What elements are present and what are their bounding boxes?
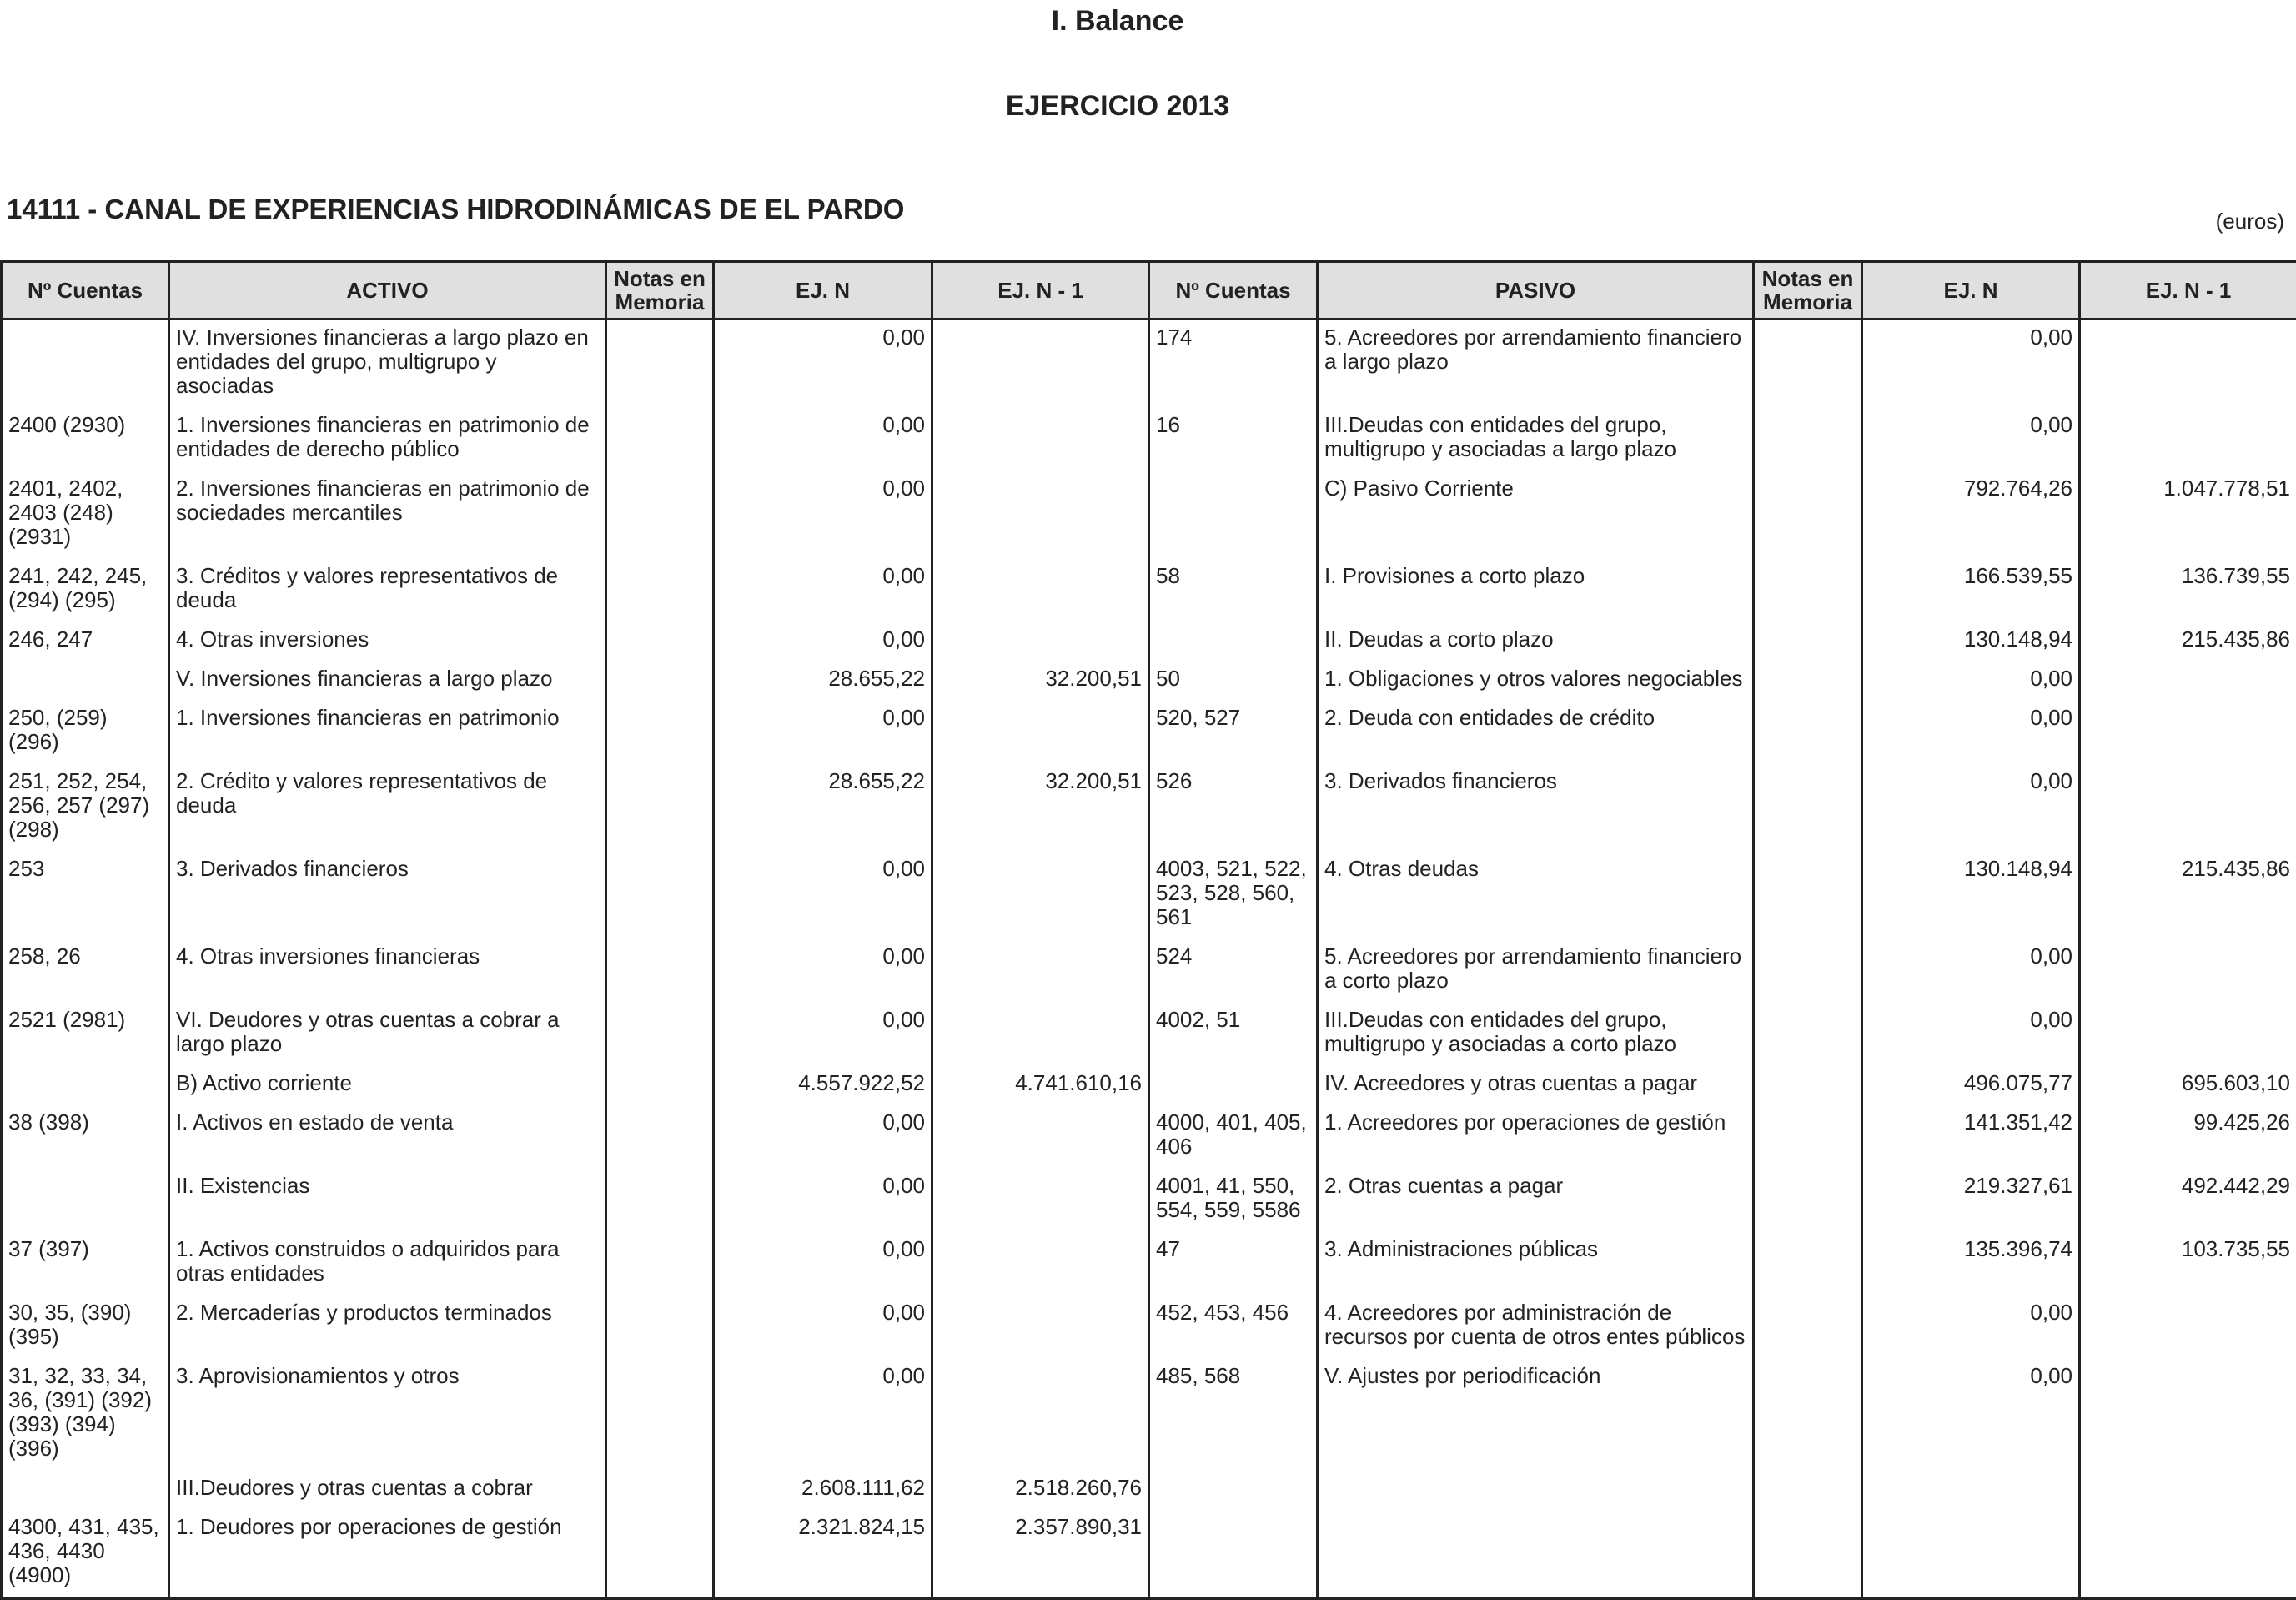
- activo-ej-n-1-cell: 2.357.890,31: [932, 1510, 1149, 1599]
- activo-ej-n-1-cell: [932, 319, 1149, 409]
- col-header-activo-notas: Notas en Memoria: [606, 262, 714, 319]
- activo-ej-n-1-cell: 32.200,51: [932, 662, 1149, 701]
- pasivo-ej-n-cell: [1862, 1510, 2080, 1599]
- pasivo-ej-n-cell: 0,00: [1862, 1359, 2080, 1471]
- activo-ej-n-cell: 0,00: [714, 701, 932, 764]
- col-header-pasivo-ej-n-1: EJ. N - 1: [2080, 262, 2296, 319]
- pasivo-ej-n-1-cell: [2080, 408, 2296, 471]
- col-header-activo-cuentas: Nº Cuentas: [2, 262, 169, 319]
- activo-notas-cell: [606, 559, 714, 622]
- table-row: [2, 319, 2296, 409]
- pasivo-notas-cell: [1754, 1232, 1862, 1296]
- table-row: [2, 1359, 2296, 1471]
- pasivo-cuentas-cell: 174: [1149, 319, 1318, 409]
- activo-ej-n-cell: 0,00: [714, 319, 932, 409]
- pasivo-concepto-cell: 1. Obligaciones y otros valores negociables: [1318, 662, 1754, 701]
- pasivo-concepto-cell: 4. Otras deudas: [1318, 852, 1754, 939]
- pasivo-cuentas-cell: [1149, 471, 1318, 559]
- activo-concepto-cell: 4. Otras inversiones: [169, 622, 606, 662]
- activo-ej-n-1-cell: 4.741.610,16: [932, 1066, 1149, 1105]
- table-row: [2, 1003, 2296, 1066]
- pasivo-concepto-cell: 3. Administraciones públicas: [1318, 1232, 1754, 1296]
- pasivo-notas-cell: [1754, 852, 1862, 939]
- activo-ej-n-1-cell: [932, 939, 1149, 1003]
- activo-ej-n-1-cell: [932, 1232, 1149, 1296]
- pasivo-notas-cell: [1754, 939, 1862, 1003]
- pasivo-notas-cell: [1754, 1066, 1862, 1105]
- activo-notas-cell: [606, 662, 714, 701]
- table-row: [2, 1296, 2296, 1359]
- activo-ej-n-cell: 0,00: [714, 1105, 932, 1169]
- activo-ej-n-1-cell: [932, 622, 1149, 662]
- table-row: [2, 622, 2296, 662]
- pasivo-ej-n-1-cell: [2080, 319, 2296, 409]
- activo-ej-n-cell: 0,00: [714, 559, 932, 622]
- activo-cuentas-cell: [2, 1471, 169, 1510]
- activo-notas-cell: [606, 622, 714, 662]
- pasivo-concepto-cell: I. Provisiones a corto plazo: [1318, 559, 1754, 622]
- activo-ej-n-cell: 0,00: [714, 939, 932, 1003]
- table-row: [2, 559, 2296, 622]
- pasivo-ej-n-cell: 0,00: [1862, 701, 2080, 764]
- col-header-pasivo-cuentas: Nº Cuentas: [1149, 262, 1318, 319]
- table-row: [2, 1510, 2296, 1599]
- activo-notas-cell: [606, 408, 714, 471]
- activo-concepto-cell: 1. Deudores por operaciones de gestión: [169, 1510, 606, 1599]
- pasivo-notas-cell: [1754, 622, 1862, 662]
- pasivo-cuentas-cell: [1149, 1510, 1318, 1599]
- activo-notas-cell: [606, 1169, 714, 1232]
- pasivo-ej-n-1-cell: [2080, 662, 2296, 701]
- pasivo-notas-cell: [1754, 1359, 1862, 1471]
- activo-ej-n-1-cell: [932, 1169, 1149, 1232]
- activo-ej-n-1-cell: 2.518.260,76: [932, 1471, 1149, 1510]
- pasivo-cuentas-cell: 485, 568: [1149, 1359, 1318, 1471]
- activo-ej-n-cell: 0,00: [714, 408, 932, 471]
- activo-cuentas-cell: [2, 319, 169, 409]
- pasivo-cuentas-cell: 4003, 521, 522, 523, 528, 560, 561: [1149, 852, 1318, 939]
- activo-ej-n-1-cell: [932, 1359, 1149, 1471]
- activo-concepto-cell: 2. Mercaderías y productos terminados: [169, 1296, 606, 1359]
- pasivo-notas-cell: [1754, 1169, 1862, 1232]
- activo-concepto-cell: 3. Aprovisionamientos y otros: [169, 1359, 606, 1471]
- activo-concepto-cell: 2. Crédito y valores representativos de deuda: [169, 764, 606, 852]
- activo-cuentas-cell: [2, 662, 169, 701]
- pasivo-notas-cell: [1754, 1296, 1862, 1359]
- activo-ej-n-cell: 0,00: [714, 1232, 932, 1296]
- pasivo-notas-cell: [1754, 319, 1862, 409]
- activo-cuentas-cell: 31, 32, 33, 34, 36, (391) (392) (393) (394) (396): [2, 1359, 169, 1471]
- pasivo-ej-n-cell: 0,00: [1862, 764, 2080, 852]
- pasivo-concepto-cell: V. Ajustes por periodificación: [1318, 1359, 1754, 1471]
- activo-notas-cell: [606, 1359, 714, 1471]
- col-header-pasivo: PASIVO: [1318, 262, 1754, 319]
- pasivo-ej-n-1-cell: 136.739,55: [2080, 559, 2296, 622]
- activo-ej-n-1-cell: [932, 471, 1149, 559]
- col-header-activo: ACTIVO: [169, 262, 606, 319]
- activo-concepto-cell: 1. Inversiones financieras en patrimonio: [169, 701, 606, 764]
- activo-ej-n-cell: 0,00: [714, 1003, 932, 1066]
- entity-title: 14111 - CANAL DE EXPERIENCIAS HIDRODINÁMICAS DE EL PARDO: [7, 194, 904, 225]
- activo-ej-n-cell: 0,00: [714, 1169, 932, 1232]
- pasivo-cuentas-cell: 16: [1149, 408, 1318, 471]
- pasivo-concepto-cell: 5. Acreedores por arrendamiento financiero a largo plazo: [1318, 319, 1754, 409]
- col-header-activo-ej-n: EJ. N: [714, 262, 932, 319]
- pasivo-ej-n-cell: 166.539,55: [1862, 559, 2080, 622]
- pasivo-ej-n-1-cell: [2080, 701, 2296, 764]
- activo-notas-cell: [606, 701, 714, 764]
- activo-notas-cell: [606, 1066, 714, 1105]
- table-row: [2, 1232, 2296, 1296]
- table-row: [2, 701, 2296, 764]
- activo-concepto-cell: 3. Créditos y valores representativos de deuda: [169, 559, 606, 622]
- pasivo-cuentas-cell: [1149, 622, 1318, 662]
- pasivo-ej-n-cell: [1862, 1471, 2080, 1510]
- activo-cuentas-cell: 30, 35, (390) (395): [2, 1296, 169, 1359]
- pasivo-ej-n-1-cell: [2080, 1359, 2296, 1471]
- pasivo-concepto-cell: 3. Derivados financieros: [1318, 764, 1754, 852]
- pasivo-cuentas-cell: 4001, 41, 550, 554, 559, 5586: [1149, 1169, 1318, 1232]
- pasivo-ej-n-cell: 135.396,74: [1862, 1232, 2080, 1296]
- pasivo-ej-n-1-cell: 695.603,10: [2080, 1066, 2296, 1105]
- table-row: [2, 471, 2296, 559]
- activo-ej-n-1-cell: [932, 559, 1149, 622]
- pasivo-cuentas-cell: 58: [1149, 559, 1318, 622]
- activo-cuentas-cell: 38 (398): [2, 1105, 169, 1169]
- pasivo-ej-n-1-cell: 215.435,86: [2080, 622, 2296, 662]
- activo-ej-n-cell: 28.655,22: [714, 662, 932, 701]
- activo-notas-cell: [606, 1471, 714, 1510]
- pasivo-ej-n-1-cell: [2080, 939, 2296, 1003]
- activo-concepto-cell: IV. Inversiones financieras a largo plazo en entidades del grupo, multigrupo y asociadas: [169, 319, 606, 409]
- activo-cuentas-cell: 37 (397): [2, 1232, 169, 1296]
- pasivo-concepto-cell: [1318, 1510, 1754, 1599]
- pasivo-concepto-cell: II. Deudas a corto plazo: [1318, 622, 1754, 662]
- activo-concepto-cell: III.Deudores y otras cuentas a cobrar: [169, 1471, 606, 1510]
- pasivo-cuentas-cell: [1149, 1471, 1318, 1510]
- pasivo-concepto-cell: 1. Acreedores por operaciones de gestión: [1318, 1105, 1754, 1169]
- page-title: I. Balance: [0, 5, 2235, 38]
- table-row: [2, 1169, 2296, 1232]
- pasivo-notas-cell: [1754, 701, 1862, 764]
- activo-notas-cell: [606, 1232, 714, 1296]
- activo-ej-n-cell: 0,00: [714, 852, 932, 939]
- balance-table: [0, 260, 2296, 1600]
- pasivo-notas-cell: [1754, 471, 1862, 559]
- pasivo-cuentas-cell: 50: [1149, 662, 1318, 701]
- pasivo-ej-n-1-cell: 1.047.778,51: [2080, 471, 2296, 559]
- table-row: [2, 1066, 2296, 1105]
- activo-concepto-cell: I. Activos en estado de venta: [169, 1105, 606, 1169]
- activo-concepto-cell: VI. Deudores y otras cuentas a cobrar a largo plazo: [169, 1003, 606, 1066]
- pasivo-ej-n-cell: 0,00: [1862, 408, 2080, 471]
- activo-notas-cell: [606, 852, 714, 939]
- pasivo-notas-cell: [1754, 1003, 1862, 1066]
- pasivo-cuentas-cell: [1149, 1066, 1318, 1105]
- activo-cuentas-cell: [2, 1066, 169, 1105]
- activo-ej-n-1-cell: [932, 408, 1149, 471]
- activo-cuentas-cell: 258, 26: [2, 939, 169, 1003]
- pasivo-ej-n-cell: 496.075,77: [1862, 1066, 2080, 1105]
- table-header-row: [2, 262, 2296, 319]
- pasivo-ej-n-1-cell: [2080, 1296, 2296, 1359]
- pasivo-ej-n-cell: 0,00: [1862, 319, 2080, 409]
- col-header-pasivo-ej-n: EJ. N: [1862, 262, 2080, 319]
- activo-concepto-cell: V. Inversiones financieras a largo plazo: [169, 662, 606, 701]
- activo-notas-cell: [606, 1105, 714, 1169]
- activo-concepto-cell: 3. Derivados financieros: [169, 852, 606, 939]
- pasivo-ej-n-1-cell: [2080, 764, 2296, 852]
- table-row: [2, 1105, 2296, 1169]
- activo-ej-n-cell: 0,00: [714, 471, 932, 559]
- pasivo-notas-cell: [1754, 559, 1862, 622]
- table-row: [2, 408, 2296, 471]
- pasivo-cuentas-cell: 4000, 401, 405, 406: [1149, 1105, 1318, 1169]
- activo-cuentas-cell: 241, 242, 245, (294) (295): [2, 559, 169, 622]
- pasivo-cuentas-cell: 524: [1149, 939, 1318, 1003]
- activo-ej-n-cell: 2.608.111,62: [714, 1471, 932, 1510]
- activo-ej-n-cell: 4.557.922,52: [714, 1066, 932, 1105]
- activo-ej-n-cell: 0,00: [714, 622, 932, 662]
- fiscal-year-title: EJERCICIO 2013: [0, 90, 2235, 123]
- activo-ej-n-1-cell: [932, 1105, 1149, 1169]
- activo-cuentas-cell: 2521 (2981): [2, 1003, 169, 1066]
- pasivo-concepto-cell: [1318, 1471, 1754, 1510]
- activo-concepto-cell: B) Activo corriente: [169, 1066, 606, 1105]
- activo-notas-cell: [606, 319, 714, 409]
- table-row: [2, 662, 2296, 701]
- activo-cuentas-cell: 253: [2, 852, 169, 939]
- pasivo-cuentas-cell: 452, 453, 456: [1149, 1296, 1318, 1359]
- activo-notas-cell: [606, 1003, 714, 1066]
- activo-concepto-cell: 1. Activos construidos o adquiridos para otras entidades: [169, 1232, 606, 1296]
- currency-unit-label: (euros): [2216, 209, 2284, 234]
- table-row: [2, 852, 2296, 939]
- pasivo-concepto-cell: III.Deudas con entidades del grupo, multigrupo y asociadas a corto plazo: [1318, 1003, 1754, 1066]
- pasivo-ej-n-1-cell: [2080, 1471, 2296, 1510]
- pasivo-ej-n-1-cell: [2080, 1003, 2296, 1066]
- pasivo-notas-cell: [1754, 764, 1862, 852]
- pasivo-cuentas-cell: 47: [1149, 1232, 1318, 1296]
- activo-notas-cell: [606, 939, 714, 1003]
- pasivo-ej-n-cell: 219.327,61: [1862, 1169, 2080, 1232]
- activo-ej-n-1-cell: 32.200,51: [932, 764, 1149, 852]
- activo-cuentas-cell: 4300, 431, 435, 436, 4430 (4900): [2, 1510, 169, 1599]
- activo-cuentas-cell: [2, 1169, 169, 1232]
- activo-concepto-cell: 4. Otras inversiones financieras: [169, 939, 606, 1003]
- table-row: [2, 939, 2296, 1003]
- pasivo-notas-cell: [1754, 1105, 1862, 1169]
- pasivo-notas-cell: [1754, 408, 1862, 471]
- table-row: [2, 1471, 2296, 1510]
- pasivo-cuentas-cell: 526: [1149, 764, 1318, 852]
- activo-notas-cell: [606, 1296, 714, 1359]
- pasivo-ej-n-cell: 141.351,42: [1862, 1105, 2080, 1169]
- pasivo-concepto-cell: 4. Acreedores por administración de recursos por cuenta de otros entes públicos: [1318, 1296, 1754, 1359]
- pasivo-ej-n-1-cell: 103.735,55: [2080, 1232, 2296, 1296]
- activo-notas-cell: [606, 764, 714, 852]
- activo-cuentas-cell: 2400 (2930): [2, 408, 169, 471]
- pasivo-concepto-cell: C) Pasivo Corriente: [1318, 471, 1754, 559]
- pasivo-ej-n-cell: 792.764,26: [1862, 471, 2080, 559]
- pasivo-cuentas-cell: 520, 527: [1149, 701, 1318, 764]
- pasivo-ej-n-cell: 0,00: [1862, 939, 2080, 1003]
- pasivo-concepto-cell: 2. Deuda con entidades de crédito: [1318, 701, 1754, 764]
- activo-concepto-cell: 1. Inversiones financieras en patrimonio de entidades de derecho público: [169, 408, 606, 471]
- activo-cuentas-cell: 246, 247: [2, 622, 169, 662]
- activo-ej-n-1-cell: [932, 1003, 1149, 1066]
- activo-ej-n-cell: 0,00: [714, 1296, 932, 1359]
- pasivo-notas-cell: [1754, 1510, 1862, 1599]
- activo-ej-n-1-cell: [932, 701, 1149, 764]
- pasivo-ej-n-1-cell: 492.442,29: [2080, 1169, 2296, 1232]
- activo-ej-n-1-cell: [932, 1296, 1149, 1359]
- pasivo-ej-n-1-cell: 215.435,86: [2080, 852, 2296, 939]
- col-header-activo-ej-n-1: EJ. N - 1: [932, 262, 1149, 319]
- activo-concepto-cell: II. Existencias: [169, 1169, 606, 1232]
- pasivo-ej-n-cell: 130.148,94: [1862, 852, 2080, 939]
- pasivo-ej-n-1-cell: [2080, 1510, 2296, 1599]
- activo-notas-cell: [606, 471, 714, 559]
- pasivo-ej-n-cell: 0,00: [1862, 1296, 2080, 1359]
- pasivo-concepto-cell: 2. Otras cuentas a pagar: [1318, 1169, 1754, 1232]
- activo-ej-n-cell: 28.655,22: [714, 764, 932, 852]
- pasivo-notas-cell: [1754, 1471, 1862, 1510]
- activo-cuentas-cell: 250, (259) (296): [2, 701, 169, 764]
- activo-cuentas-cell: 251, 252, 254, 256, 257 (297) (298): [2, 764, 169, 852]
- pasivo-ej-n-cell: 130.148,94: [1862, 622, 2080, 662]
- pasivo-ej-n-1-cell: 99.425,26: [2080, 1105, 2296, 1169]
- pasivo-ej-n-cell: 0,00: [1862, 1003, 2080, 1066]
- activo-cuentas-cell: 2401, 2402, 2403 (248) (2931): [2, 471, 169, 559]
- activo-notas-cell: [606, 1510, 714, 1599]
- pasivo-notas-cell: [1754, 662, 1862, 701]
- pasivo-concepto-cell: 5. Acreedores por arrendamiento financiero a corto plazo: [1318, 939, 1754, 1003]
- pasivo-cuentas-cell: 4002, 51: [1149, 1003, 1318, 1066]
- activo-ej-n-cell: 2.321.824,15: [714, 1510, 932, 1599]
- activo-concepto-cell: 2. Inversiones financieras en patrimonio de sociedades mercantiles: [169, 471, 606, 559]
- pasivo-concepto-cell: IV. Acreedores y otras cuentas a pagar: [1318, 1066, 1754, 1105]
- table-row: [2, 764, 2296, 852]
- col-header-pasivo-notas: Notas en Memoria: [1754, 262, 1862, 319]
- activo-ej-n-1-cell: [932, 852, 1149, 939]
- pasivo-ej-n-cell: 0,00: [1862, 662, 2080, 701]
- pasivo-concepto-cell: III.Deudas con entidades del grupo, multigrupo y asociadas a largo plazo: [1318, 408, 1754, 471]
- activo-ej-n-cell: 0,00: [714, 1359, 932, 1471]
